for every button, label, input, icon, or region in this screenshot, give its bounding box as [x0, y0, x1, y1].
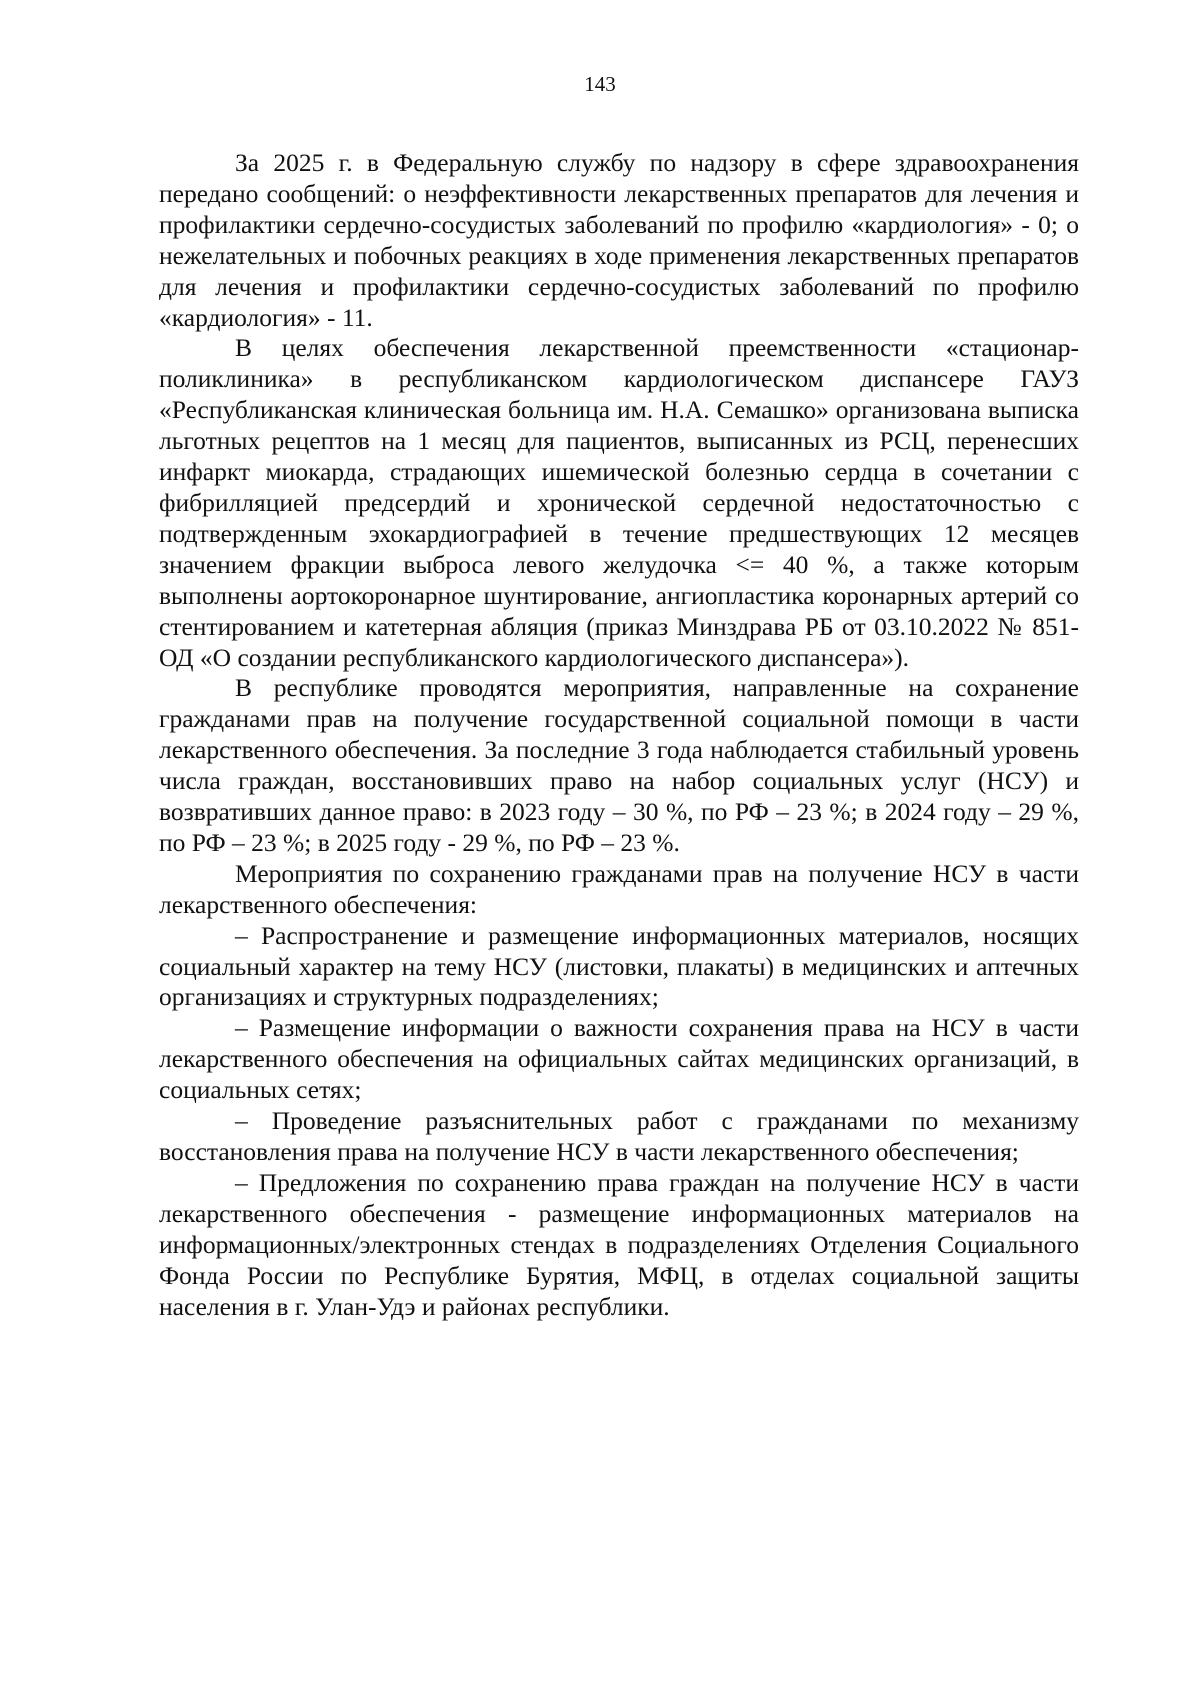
paragraph-social-services: В республике проводятся мероприятия, направленные на сохранение гражданами прав на получение государственной социальной помощи в части лекарственного обеспечения. За последние 3 года наблюдается стабильный уровень числа граждан, восстановивших право на набор социальных услуг (НСУ) и возвративших данное право: в 2023 году – 30 %, по РФ – 23 %; в 2024 году – 29 %, по РФ – 23 %; в 2025 году - 29 %, по РФ – 23 %.	[159, 673, 1079, 857]
page-number: 143	[584, 72, 616, 96]
paragraph-continuity: В целях обеспечения лекарственной преемственности «стационар-поликлиника» в республиканском кардиологическом диспансере ГАУЗ «Республиканская клиническая больница им. Н.А. Семашко» организована выписка льготных рецептов на 1 месяц для пациентов, выписанных из РСЦ, перенесших инфаркт миокарда, страдающих ишемической болезнью сердца в сочетании с фибрилляцией предсердий и хронической сердечной недостаточностью с подтвержденным эхокардиографией в течение предшествующих 12 месяцев значением фракции выброса левого желудочка <= 40 %, а также которым выполнены аортокоронарное шунтирование, ангиопластика коронарных артерий со стентированием и катетерная абляция (приказ Минздрава РБ от 03.10.2022 № 851-ОД «О создании республиканского кардиологического диспансера»).	[159, 333, 1079, 672]
list-item-distribution: – Распространение и размещение информационных материалов, носящих социальный характер на тему НСУ (листовки, плакаты) в медицинских и аптечных организациях и структурных подразделениях;	[159, 920, 1079, 1012]
list-item-websites: – Размещение информации о важности сохранения права на НСУ в части лекарственного обеспечения на официальных сайтах медицинских организаций, в социальных сетях;	[159, 1013, 1079, 1105]
paragraph-fgs-reports: За 2025 г. в Федеральную службу по надзору в сфере здравоохранения передано сообщений: о неэффективности лекарственных препаратов для лечения и профилактики сердечно-сосудистых заболеваний по профилю «кардиология» - 0; о нежелательных и побочных реакциях в ходе применения лекарственных препаратов для лечения и профилактики сердечно-сосудистых заболеваний по профилю «кардиология» - 11.	[159, 148, 1079, 332]
paragraph-measures-intro: Мероприятия по сохранению гражданами прав на получение НСУ в части лекарственного обеспечения:	[159, 858, 1079, 919]
list-item-proposals: – Предложения по сохранению права граждан на получение НСУ в части лекарственного обеспечения - размещение информационных материалов на информационных/электронных стендах в подразделениях Отделения Социального Фонда России по Республике Бурятия, МФЦ, в отделах социальной защиты населения в г. Улан-Удэ и районах республики.	[159, 1167, 1079, 1321]
list-item-explanatory-work: – Проведение разъяснительных работ с гражданами по механизму восстановления права на получение НСУ в части лекарственного обеспечения;	[159, 1106, 1079, 1166]
document-body	[159, 148, 1079, 1322]
